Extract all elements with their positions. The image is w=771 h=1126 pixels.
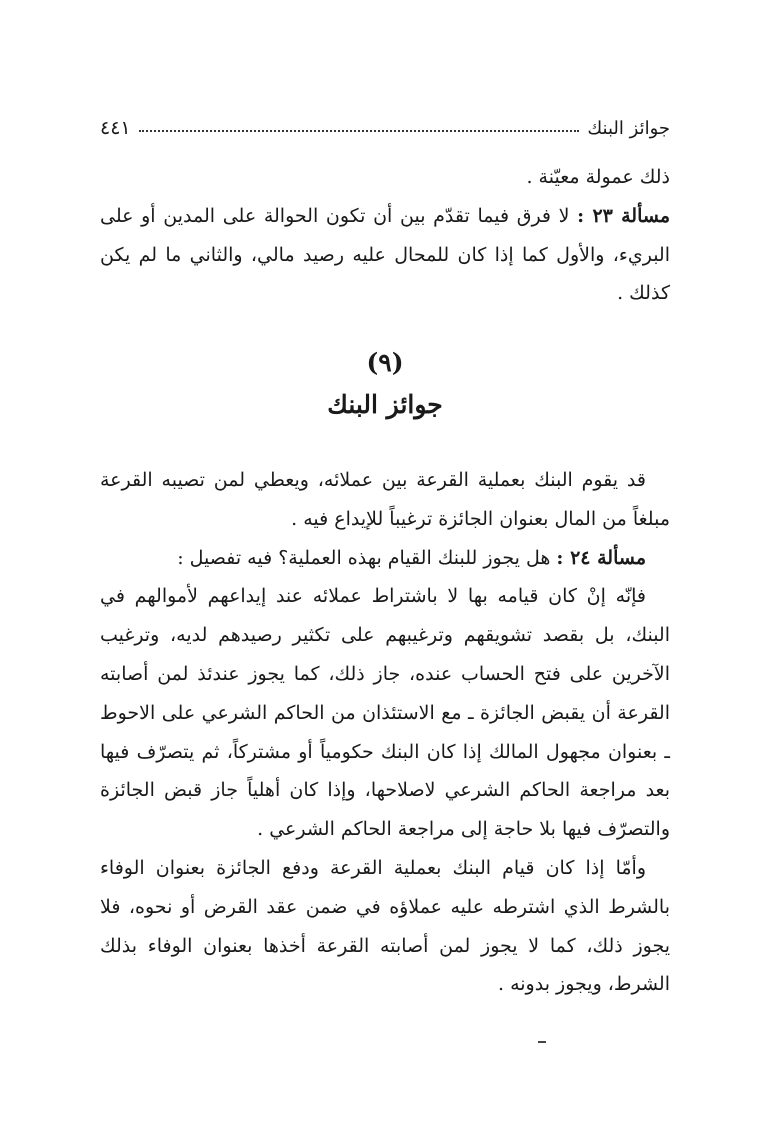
ruling-paragraph-1: فإنّه إنْ كان قيامه بها لا باشتراط عملائه عند إيداعهم لأموالهم في البنك، بل بقصد تشويقهم وترغيبهم على تكثير رصيدهم لديه، وترغيب الآخرين على فتح الحساب عنده، جاز ذلك، كما يجوز عندئذ لمن أصابته القرعة أن يقبض الجائزة ـ مع الاستئذان من الحاكم الشرعي على الاحوط ـ بعنوان مجهول المالك إذا كان البنك حكومياً أو مشتركاً، ثم يتصرّف فيها بعد مراجعة الحاكم الشرعي لاصلاحها، وإذا كان أهلياً جاز قبض الجائزة والتصرّف فيها بلا حاجة إلى مراجعة الحاكم الشرعي . bbox=[100, 585, 670, 841]
ruling-paragraph-2: وأمّا إذا كان قيام البنك بعملية القرعة ودفع الجائزة بعنوان الوفاء بالشرط الذي اشترطه عليه عملاؤه في ضمن عقد القرض أو نحوه، فلا يجوز ذلك، كما لا يجوز لمن أصابته القرعة أخذها بعنوان الوفاء بذلك الشرط، ويجوز بدونه . bbox=[100, 856, 670, 996]
paragraph-continuation: ذلك عمولة معيّنة . bbox=[526, 166, 670, 188]
intro-paragraph: قد يقوم البنك بعملية القرعة بين عملائه، ويعطي لمن تصيبه القرعة مبلغاً من المال بعنوان الجائزة ترغيباً للإيداع فيه . bbox=[100, 469, 670, 530]
masala-24-paragraph bbox=[100, 539, 670, 578]
leader-dots bbox=[139, 130, 580, 132]
masala-23-label: مسألة ٢٣ : bbox=[577, 204, 670, 227]
running-title: جوائز البنك bbox=[587, 117, 670, 139]
body-text-block bbox=[100, 461, 670, 1004]
masala-23-text: لا فرق فيما تقدّم بين أن تكون الحوالة على المدين أو على البريء، والأول كما إذا كان للمحال عليه رصيد مالي، والثاني ما لم يكن كذلك . bbox=[100, 204, 670, 305]
running-header bbox=[100, 112, 670, 144]
top-text-block bbox=[100, 158, 670, 313]
masala-24-text: هل يجوز للبنك القيام بهذه العملية؟ فيه تفصيل : bbox=[177, 546, 557, 569]
masala-23-paragraph bbox=[100, 197, 670, 313]
page-number: ٤٤١ bbox=[100, 117, 131, 139]
chapter-title: جوائز البنك bbox=[327, 390, 443, 419]
stray-mark bbox=[538, 1041, 546, 1043]
chapter-number: (٩) bbox=[366, 348, 404, 377]
masala-24-label: مسألة ٢٤ : bbox=[556, 546, 646, 569]
